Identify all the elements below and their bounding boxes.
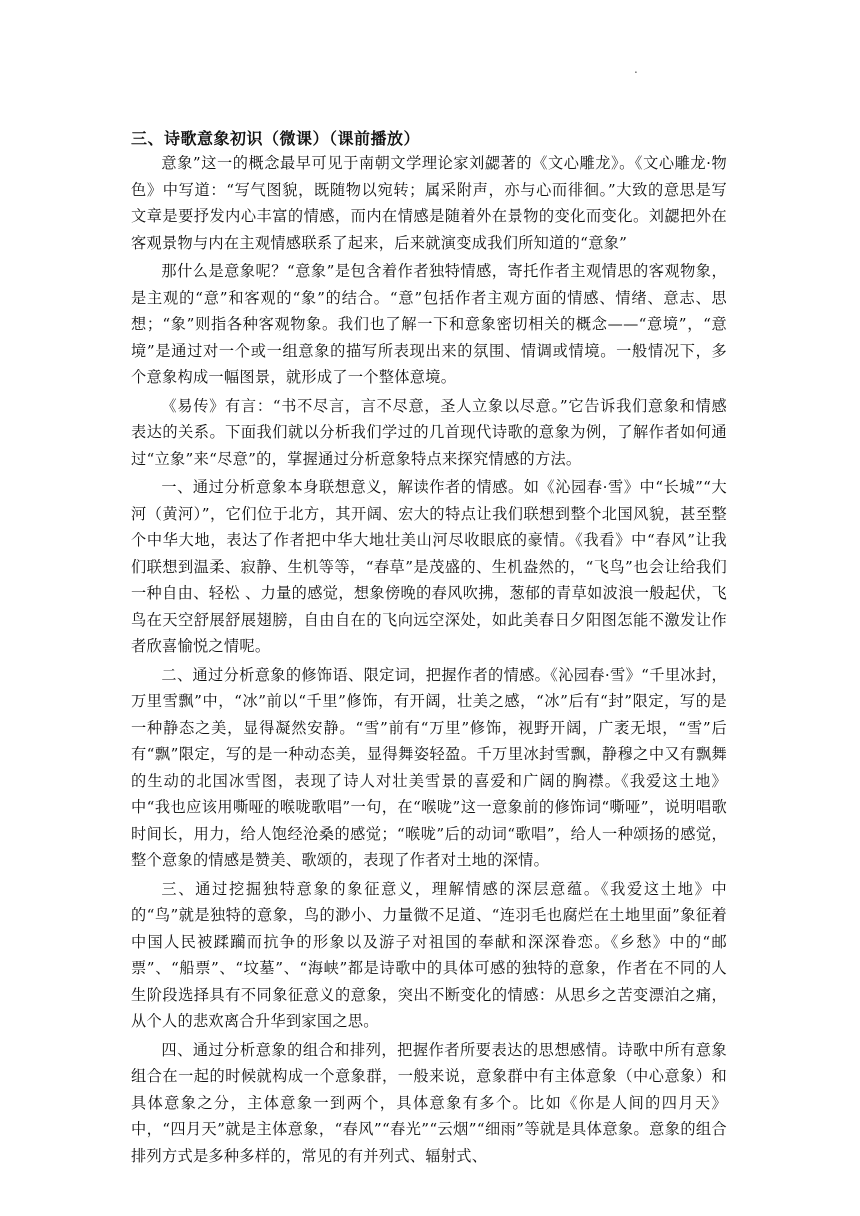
paragraph-definition: 那什么是意象呢？“意象”是包含着作者独特情感，寄托作者主观情思的客观物象，是主观的“意”和客观的“象”的结合。“意”包括作者主观方面的情感、情绪、意志、思想；“象”则指各种客观物象。我们也了解一下和意象密切相关的概念——“意境”，“意境”是通过对一个或一组意象的描写所表现出来的氛围、情调或情境。一般情况下，多个意象构成一幅图景，就形成了一个整体意境。	[131, 262, 727, 386]
paragraph-yizhuan: 《易传》有言：“书不尽言，言不尽意，圣人立象以尽意。”它告诉我们意象和情感表达的关系。下面我们就以分析我们学过的几首现代诗歌的意象为例，了解作者如何通过“立象”来“尽意”的，掌握通过分析意象特点来探究情感的方法。	[131, 396, 727, 468]
paragraph-method-2: 二、通过分析意象的修饰语、限定词，把握作者的情感。《沁园春·雪》“千里冰封，万里雪飘”中，“冰”前以“千里”修饰，有开阔，壮美之感，“冰”后有“封”限定，写的是一种静态之美，显得凝然安静。“雪”前有“万里”修饰，视野开阔，广袤无垠，“雪”后有“飘”限定，写的是一种动态美，显得舞姿轻盈。千万里冰封雪飘，静穆之中又有飘舞的生动的北国冰雪图，表现了诗人对壮美雪景的喜爱和广阔的胸襟。《我爱这土地》中“我也应该用嘶哑的喉咙歌唱”一句，在“喉咙”这一意象前的修饰词“嘶哑”，说明唱歌时间长，用力，给人饱经沧桑的感觉；“喉咙”后的动词“歌唱”，给人一种颂扬的感觉，整个意象的情感是赞美、歌颂的，表现了作者对土地的深情。	[131, 665, 727, 869]
paragraph-origin: 意象”这一的概念最早可见于南朝文学理论家刘勰著的《文心雕龙》。《文心雕龙·物色》中写道：“写气图貌，既随物以宛转；属采附声，亦与心而徘徊。”大致的意思是写文章是要抒发内心丰富的情感，而内在情感是随着外在景物的变化而变化。刘勰把外在客观景物与内在主观情感联系了起来，后来就演变成我们所知道的“意象”	[131, 154, 727, 252]
document-body	[131, 128, 727, 1171]
paragraph-method-3: 三、通过挖掘独特意象的象征意义，理解情感的深层意蕴。《我爱这土地》中的“鸟”就是独特的意象，鸟的渺小、力量微不足道、“连羽毛也腐烂在土地里面”象征着中国人民被蹂躏而抗争的形象以及游子对祖国的奉献和深深眷恋。《乡愁》中的“邮票”、“船票”、“坟墓”、“海峡”都是诗歌中的具体可感的独特的意象，作者在不同的人生阶段选择具有不同象征意义的意象，突出不断变化的情感：从思乡之苦变漂泊之痛，从个人的悲欢离合升华到家国之思。	[131, 879, 727, 1030]
section-title: 三、诗歌意象初识（微课）（课前播放）	[131, 129, 421, 148]
paragraph-method-4: 四、通过分析意象的组合和排列，把握作者所要表达的思想感情。诗歌中所有意象组合在一起的时候就构成一个意象群，一般来说，意象群中有主体意象（中心意象）和具体意象之分，主体意象一到两个，具体意象有多个。比如《你是人间的四月天》中，“四月天”就是主体意象，“春风”“春光”“云烟”“细雨”等就是具体意象。意象的组合排列方式是多种多样的，常见的有并列式、辐射式、	[131, 1040, 727, 1165]
paragraph-method-1: 一、通过分析意象本身联想意义，解读作者的情感。如《沁园春·雪》中“长城”“大河（黄河）”，它们位于北方，其开阔、宏大的特点让我们联想到整个北国风貌，甚至整个中华大地，表达了作者把中华大地壮美山河尽收眼底的豪情。《我看》中“春风”让我们联想到温柔、寂静、生机等等，“春草”是茂盛的、生机盎然的，“飞鸟”也会让给我们一种自由、轻松 、力量的感觉，想象傍晚的春风吹拂，葱郁的青草如波浪一般起伏，飞鸟在天空舒展舒展翅膀，自由自在的飞向远空深处，如此美春日夕阳图怎能不激发让作者欣喜愉悦之情呢。	[131, 478, 727, 655]
header-mark: .	[634, 62, 638, 76]
